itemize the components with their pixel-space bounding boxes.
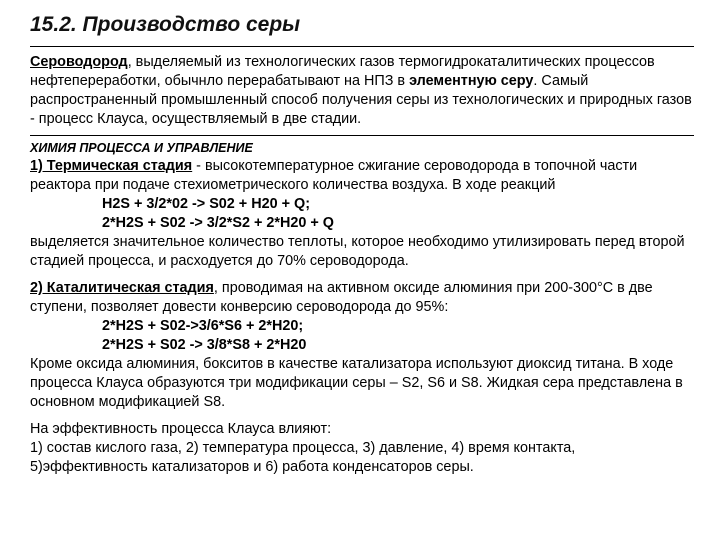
stage2-paragraph xyxy=(30,279,694,317)
stage1-paragraph xyxy=(30,157,694,195)
section-heading: ХИМИЯ ПРОЦЕССА И УПРАВЛЕНИЕ xyxy=(30,141,253,155)
intro-text-2: . Самый распространенный промышленный способ получения серы из технологических и природных газов - процесс Клауса, осуществляемый в две стадии. xyxy=(30,73,692,127)
intro-text-1: , выделяемый из технологических газов термогидрокаталитических процессов нефтепереработки, обычнло перерабатывают на НПЗ в xyxy=(30,54,655,89)
intro-paragraph xyxy=(30,53,694,129)
stage2-text: , проводимая на активном оксиде алюминия при 200-300°С в две ступени, позволяет довести конверсию сероводорода до 95%: xyxy=(30,280,653,315)
stage2-label: 2) Каталитическая стадия xyxy=(30,280,214,296)
section-divider xyxy=(30,135,694,136)
stage1-after: выделяется значительное количество теплоты, которое необходимо утилизировать перед второй стадией процесса, и расходуется до 70% сероводорода. xyxy=(30,234,685,269)
spacer xyxy=(30,412,694,420)
factors-lead: На эффективность процесса Клауса влияют: xyxy=(30,421,332,437)
spacer xyxy=(30,271,694,279)
page-title: 15.2. Производство серы xyxy=(30,13,301,36)
stage2-after: Кроме оксида алюминия, бокситов в качестве катализатора используют диоксид титана. В ходе процесса Клауса образуются три модификации серы – S2, S6 и S8. Жидкая сера представлена в основном модификацией S8. xyxy=(30,356,683,410)
stage1-equation-1: H2S + 3/2*02 -> S02 + H20 + Q; xyxy=(102,196,310,212)
stage2-equation-1: 2*H2S + S02->3/6*S6 + 2*H20; xyxy=(102,318,304,334)
stage1-label: 1) Термическая стадия xyxy=(30,158,193,174)
factors-items: 1) состав кислого газа, 2) температура процесса, 3) давление, 4) время контакта, 5)эффективность катализаторов и 6) работа конденсаторов серы. xyxy=(30,440,576,475)
intro-term: Сероводород xyxy=(30,54,128,70)
stage1-text: - высокотемпературное сжигание сероводорода в топочной части реактора при подаче стехиометрического количества воздуха. В ходе реакций xyxy=(30,158,638,193)
intro-bold: элементную серу xyxy=(409,73,534,89)
stage1-equation-2: 2*H2S + S02 -> 3/2*S2 + 2*H20 + Q xyxy=(102,215,334,231)
document-page xyxy=(30,12,694,477)
stage2-equation-2: 2*H2S + S02 -> 3/8*S8 + 2*H20 xyxy=(102,337,307,353)
title-divider xyxy=(30,46,694,47)
